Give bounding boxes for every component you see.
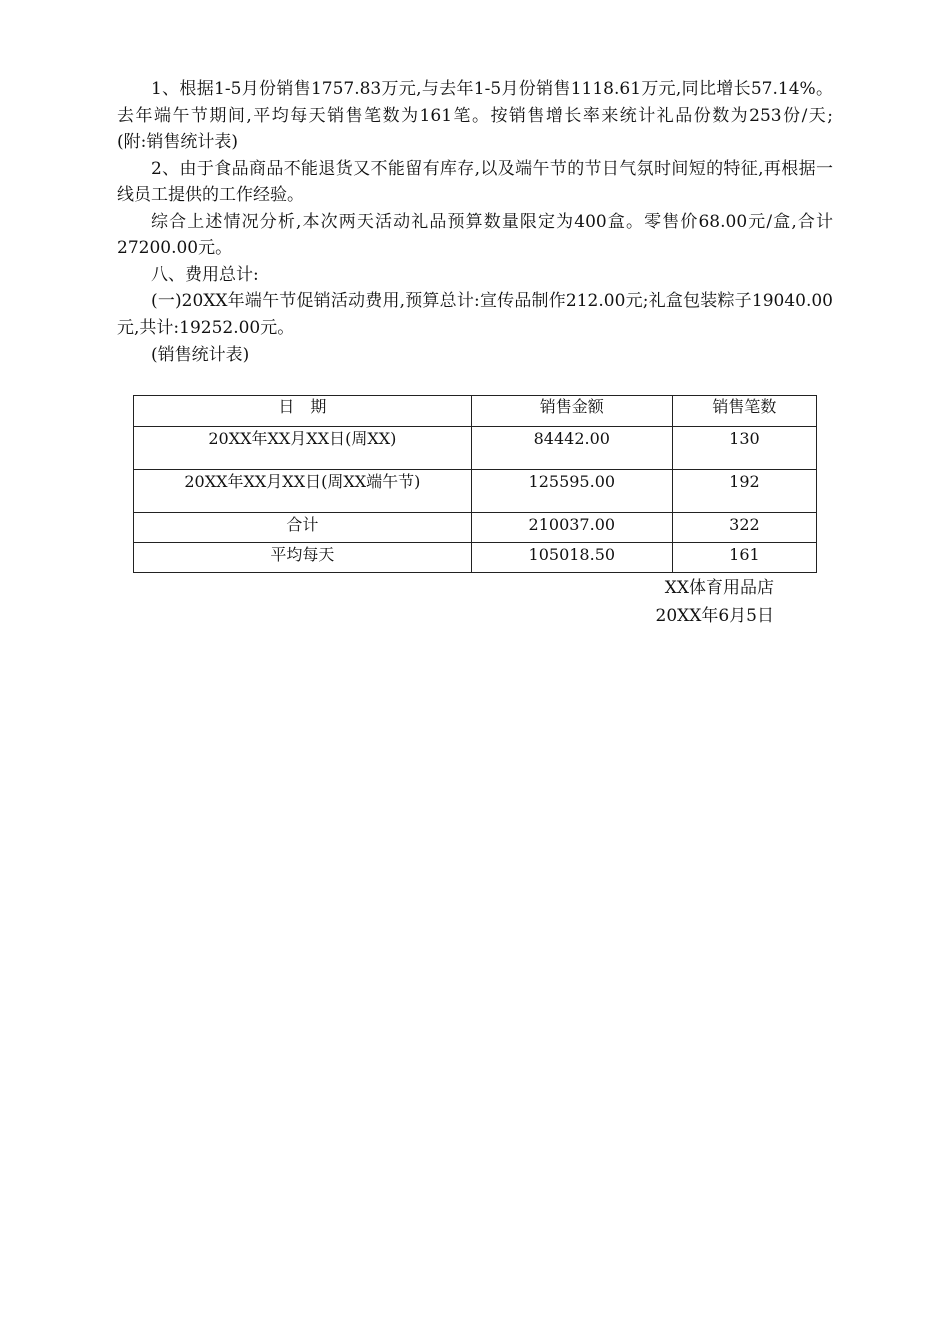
cell-label: 合计 [134, 513, 472, 543]
section-heading-costs: 八、费用总计: [151, 264, 259, 285]
body-text [117, 76, 867, 369]
table-caption: (销售统计表) [151, 345, 250, 365]
sales-statistics-table [133, 395, 817, 573]
paragraph-inventory: 2、由于食品商品不能退货又不能留有库存,以及端午节的节日气氛时间短的特征,再根据一线员工提供的工作经验。 [117, 158, 833, 205]
paragraph-cost-total: (一)20XX年端午节促销活动费用,预算总计:宣传品制作212.00元;礼盒包装粽子19040.00元,共计:19252.00元。 [117, 291, 833, 338]
header-transaction-count: 销售笔数 [672, 396, 816, 427]
cell-amount: 125595.00 [471, 470, 672, 513]
cell-count: 161 [672, 543, 816, 573]
signature-date: 20XX年6月5日 [655, 606, 774, 626]
cell-count: 130 [672, 427, 816, 470]
table-row-total [134, 513, 817, 543]
cell-amount: 105018.50 [471, 543, 672, 573]
header-date: 日 期 [134, 396, 472, 427]
paragraph-gift-budget: 综合上述情况分析,本次两天活动礼品预算数量限定为400盒。零售价68.00元/盒,合计27200.00元。 [117, 211, 833, 258]
cell-count: 322 [672, 513, 816, 543]
cell-amount: 210037.00 [471, 513, 672, 543]
cell-label: 平均每天 [134, 543, 472, 573]
table-row [134, 427, 817, 470]
signature-organization: XX体育用品店 [664, 578, 774, 598]
cell-amount: 84442.00 [471, 427, 672, 470]
cell-date: 20XX年XX月XX日(周XX) [134, 427, 472, 470]
table-row-daily-average [134, 543, 817, 573]
header-sales-amount: 销售金额 [471, 396, 672, 427]
cell-count: 192 [672, 470, 816, 513]
table-row [134, 470, 817, 513]
cell-date: 20XX年XX月XX日(周XX端午节) [134, 470, 472, 513]
paragraph-sales-growth: 1、根据1-5月份销售1757.83万元,与去年1-5月份销售1118.61万元,同比增长57.14%。去年端午节期间,平均每天销售笔数为161笔。按销售增长率来统计礼品份数为253份/天; (附:销售统计表) [117, 79, 867, 152]
table-header-row [134, 396, 817, 427]
